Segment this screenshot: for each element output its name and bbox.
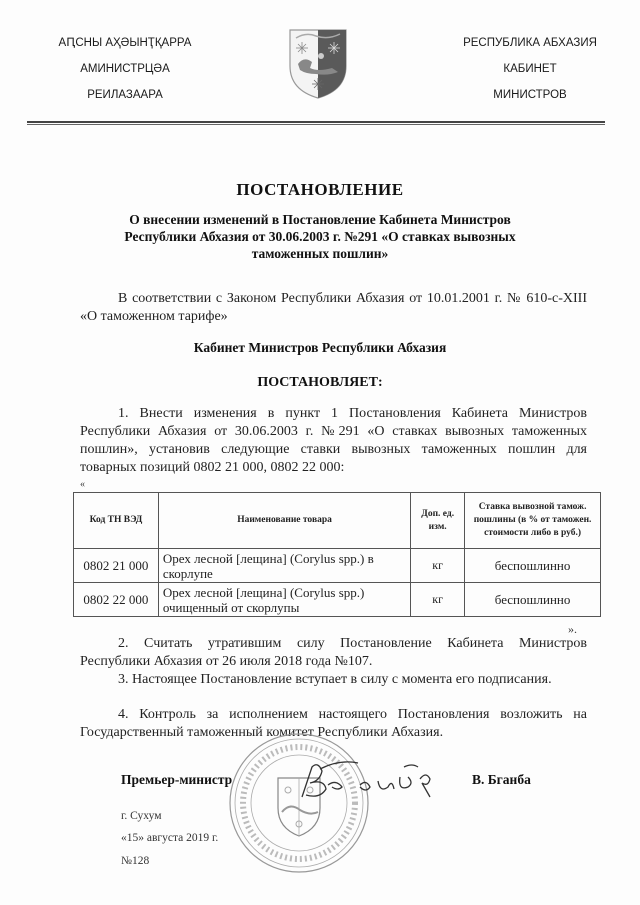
item-3-text: 3. Настоящее Постановление вступает в силу с момента его подписания.: [118, 672, 552, 687]
cell-name: Орех лесной [лещина] (Corylus spp.) очищенный от скорлупы: [158, 583, 410, 617]
item-2: [80, 635, 587, 671]
cell-rate: беспошлинно: [465, 549, 601, 583]
item-1: [80, 405, 587, 477]
signatory-position: Премьер-министр: [121, 772, 233, 787]
cell-unit: кг: [411, 549, 465, 583]
quote-close: ».: [568, 622, 577, 636]
issue-date: «15» августа 2019 г.: [121, 832, 219, 844]
document-subject: О внесении изменений в Постановление Кабинета Министров Республики Абхазия от 30.06.2003 г. №291 «О ставках вывозных таможенных пошлин»: [124, 212, 516, 261]
header-abkhaz: [35, 35, 215, 113]
header-divider: [27, 124, 605, 125]
col-rate-header: Ставка вывозной тамож. пошлины (в % от таможен. стоимости либо в руб.): [465, 493, 601, 549]
header-russian-line: КАБИНЕТ: [503, 63, 557, 75]
decree-heading: ПОСТАНОВЛЯЕТ:: [257, 375, 383, 390]
quote-open: «: [80, 479, 85, 490]
item-1-text: 1. Внести изменения в пункт 1 Постановления Кабинета Министров Республики Абхазия от 30.06.2003 г. №291 «О ставках вывозных таможенных пошлин», установив следующие ставки вывозных таможенных пошлин для товарных позиций 0802 21 000, 0802 22 000:: [80, 406, 587, 475]
cell-rate: беспошлинно: [465, 583, 601, 617]
document-number: №128: [121, 855, 150, 867]
item-3: [80, 671, 587, 689]
legal-basis: [80, 290, 587, 326]
cell-code: 0802 21 000: [74, 549, 159, 583]
col-name-header: Наименование товара: [158, 493, 410, 549]
table-header-row: [74, 493, 601, 549]
table-row: [74, 583, 601, 617]
issue-city: г. Сухум: [121, 810, 162, 822]
legal-basis-text: В соответствии с Законом Республики Абхазия от 10.01.2001 г. № 610-с-XIII «О таможенном тарифе»: [80, 291, 587, 324]
item-2-text: 2. Считать утратившим силу Постановление Кабинета Министров Республики Абхазия от 26 июля 2018 года №107.: [80, 636, 587, 669]
col-unit-header: Доп. ед. изм.: [411, 493, 465, 549]
header-russian: [440, 35, 620, 113]
cell-code: 0802 22 000: [74, 583, 159, 617]
document-type-title: ПОСТАНОВЛЕНИЕ: [236, 180, 404, 199]
tariff-table: [73, 492, 601, 617]
signatory-name: В. Бганба: [472, 772, 531, 787]
header-abkhaz-line: АԤСНЫ АҲӘЫНҬҚАРРА: [58, 37, 192, 49]
header-divider: [27, 121, 605, 123]
header-russian-line: МИНИСТРОВ: [493, 89, 567, 101]
header-abkhaz-line: РЕИЛАЗААРА: [87, 89, 163, 101]
cell-name: Орех лесной [лещина] (Corylus spp.) в скорлупе: [158, 549, 410, 583]
table-row: [74, 549, 601, 583]
coat-of-arms-icon: [288, 28, 348, 100]
header-abkhaz-line: АМИНИСТРЦӘА: [80, 63, 170, 75]
col-code-header: Код ТН ВЭД: [74, 493, 159, 549]
item-4-text: 4. Контроль за исполнением настоящего Постановления возложить на Государственный таможенный комитет Республики Абхазия.: [80, 707, 587, 740]
header-russian-line: РЕСПУБЛИКА АБХАЗИЯ: [463, 37, 597, 49]
official-seal-icon: [228, 732, 370, 874]
cell-unit: кг: [411, 583, 465, 617]
issuer: Кабинет Министров Республики Абхазия: [193, 340, 447, 355]
handwritten-signature-icon: [300, 757, 450, 802]
